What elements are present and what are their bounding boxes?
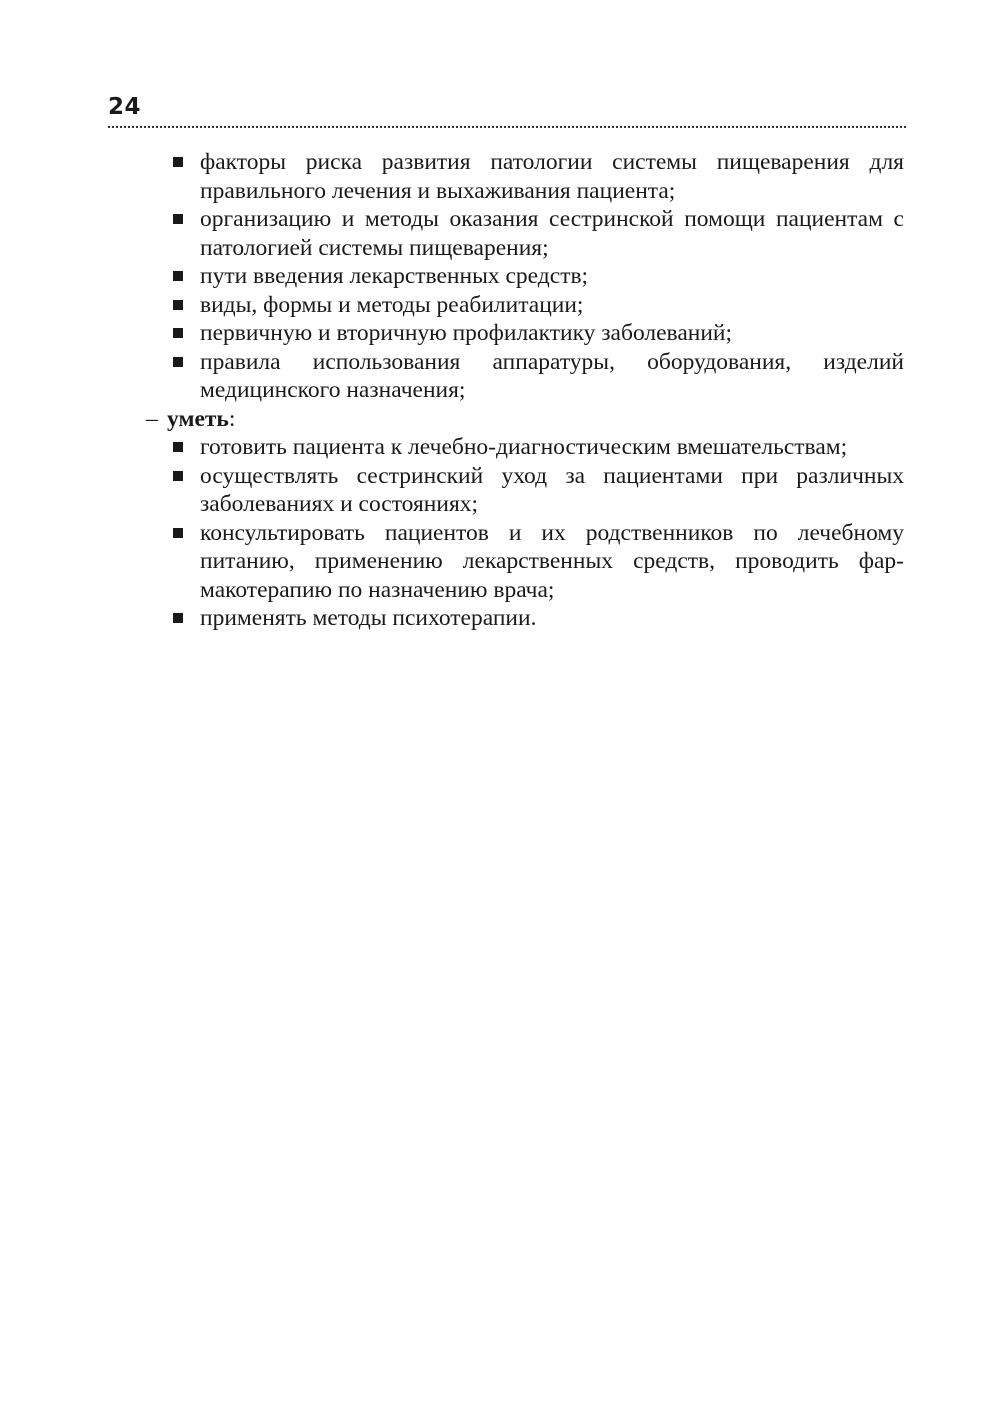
- list-item: применять методы психотерапии.: [173, 604, 904, 633]
- list-item: организацию и методы оказания сестринской помощи пациентам с патологией системы пищеварения;: [173, 205, 904, 262]
- list-item: виды, формы и методы реабилитации;: [173, 291, 904, 320]
- header-dotted-rule: [108, 126, 906, 128]
- list-item: осуществлять сестринский уход за пациентами при различных заболеваниях и состояниях;: [173, 462, 904, 519]
- list-item: консультировать пациентов и их родственников по лечебному питанию, применению лекарственных средств, проводить фармакотерапию по назначению врача;: [173, 519, 904, 605]
- section-heading-colon: :: [228, 405, 236, 432]
- list-item: первичную и вторичную профилактику заболеваний;: [173, 319, 904, 348]
- list-item: готовить пациента к лечебно-диагностическим вмешательствам;: [173, 433, 904, 462]
- knowledge-list: [146, 148, 904, 405]
- page-number: 24: [108, 94, 142, 120]
- list-item: правила использования аппаратуры, оборудования, изделий медицинского назначения;: [173, 348, 904, 405]
- section-heading-label: уметь: [167, 405, 229, 432]
- page-body: [146, 148, 904, 633]
- list-item: факторы риска развития патологии системы пищеварения для правильного лечения и выхаживания пациента;: [173, 148, 904, 205]
- list-item: пути введения лекарственных средств;: [173, 262, 904, 291]
- skills-list: [146, 433, 904, 633]
- dash-marker: –: [146, 405, 158, 432]
- section-heading-skills: [146, 405, 904, 434]
